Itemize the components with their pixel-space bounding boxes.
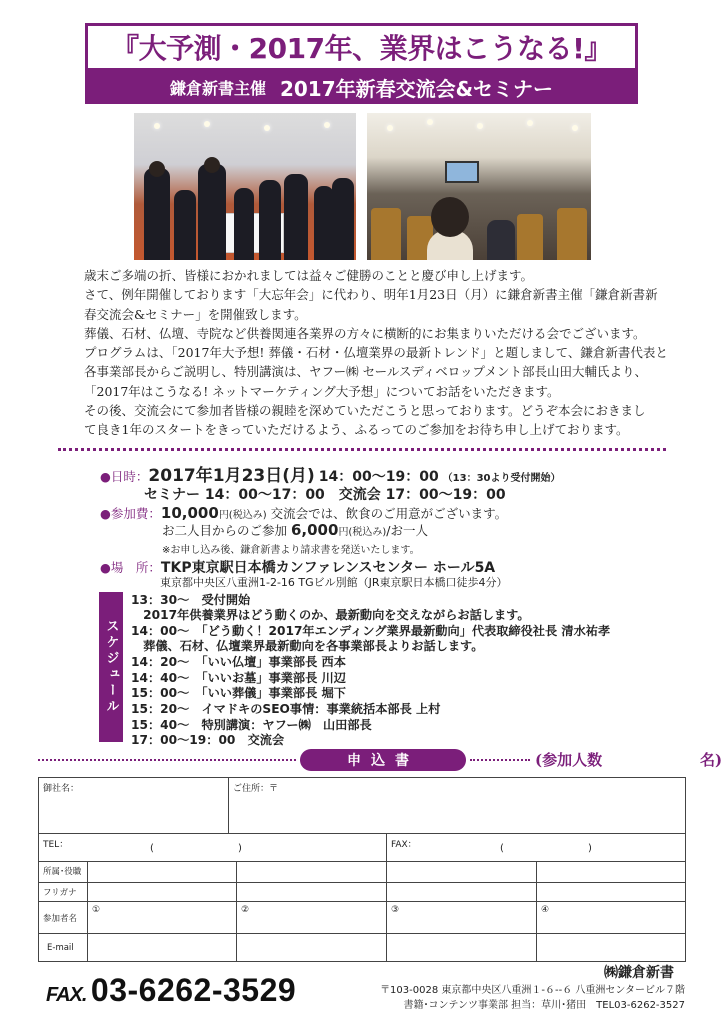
venue-name: TKP東京駅日本橋カンファレンスセンター ホール5A — [160, 560, 496, 576]
email-input-3[interactable] — [386, 933, 537, 962]
intro-line: さて、例年開催しております「大忘年会」に代わり、明年1月23日（月）に鎌倉新書主催「鎌倉新書新 — [84, 287, 658, 303]
furigana-input-2[interactable] — [236, 882, 387, 902]
role-label-cell — [38, 861, 88, 883]
event-date: 2017年1月23日(月) — [148, 466, 315, 486]
photo-seminar — [367, 113, 591, 260]
second-fee-row — [162, 521, 428, 539]
tel-paren-open: ( — [150, 843, 154, 854]
photo-toast — [134, 113, 356, 260]
company-contact: 書籍･コンテンツ事業部 担当：草川･猪田 TEL03-6262-3527 — [403, 1000, 685, 1011]
fee-tax: 円(税込み) — [218, 510, 267, 521]
furigana-input-4[interactable] — [536, 882, 686, 902]
company-label: 御社名： — [43, 784, 80, 794]
title-banner — [85, 23, 638, 71]
email-input-1[interactable] — [87, 933, 237, 962]
tel-field[interactable] — [38, 833, 387, 862]
form-header — [38, 749, 723, 775]
participant-input-1[interactable] — [87, 901, 237, 934]
fax-label: FAX： — [391, 840, 417, 850]
schedule-line: 2017年供養業界はどう動くのか、最新動向を交えながらお話します。 — [131, 608, 530, 622]
participant-input-2[interactable] — [236, 901, 387, 934]
address-label: ご住所：〒 — [233, 784, 279, 794]
reception-note: （13：30より受付開始） — [442, 473, 561, 484]
company-name: ㈱鎌倉新書 — [604, 965, 674, 981]
fax-prefix: FAX. — [46, 984, 87, 1006]
schedule-line: 15：40〜 特別講演：ヤフー㈱ 山田部長 — [131, 718, 372, 732]
email-label-cell — [38, 933, 88, 962]
role-input-4[interactable] — [536, 861, 686, 883]
form-divider-right — [470, 759, 530, 761]
furigana-input-1[interactable] — [87, 882, 237, 902]
subtitle-bar — [85, 71, 638, 104]
schedule-label: スケジュール — [103, 619, 119, 715]
company-field[interactable] — [38, 777, 229, 834]
fee-amount: 10,000 — [160, 504, 219, 522]
intro-line: 歳末ご多端の折、皆様におかれましては益々ご健勝のことと慶び申し上げます。 — [84, 268, 534, 283]
participant-count-label: (参加人数 — [535, 751, 603, 769]
circle-4: ④ — [541, 905, 550, 915]
intro-line: て良き1年のスタートをきっていただけるよう、ふるってのご参加をお待ち申し上げております。 — [84, 422, 629, 438]
invoice-note: ※お申し込み後、鎌倉新書より請求書を発送いたします。 — [162, 545, 420, 556]
circle-3: ③ — [391, 905, 400, 915]
tel-label: TEL： — [43, 840, 69, 850]
intro-line: 「2017年はこうなる! ネットマーケティング大予想」についてお話をいただきます。 — [84, 383, 560, 399]
participant-input-3[interactable] — [386, 901, 537, 934]
intro-text — [84, 266, 668, 440]
fee-row — [100, 504, 507, 522]
schedule-line: 14：20〜 「いい仏壇」事業部長 西本 — [131, 655, 346, 669]
intro-line: 葬儀、石材、仏壇、寺院など供養関連各業界の方々に横断的にお集まりいただける会でございます。 — [84, 325, 646, 341]
furigana-label-cell — [38, 882, 88, 902]
schedule-line: 14：00〜 「どう動く！2017年エンディング業界最新動向」代表取締役社長 清水祐孝 — [131, 624, 611, 638]
divider — [58, 448, 666, 451]
furigana-label: フリガナ — [43, 888, 77, 898]
role-input-2[interactable] — [236, 861, 387, 883]
venue-label: ●場 所： — [100, 560, 161, 575]
intro-line: 各事業部長からご説明し、特別講演は、ヤフー㈱ セールスディベロップメント部長山田大輔氏より、 — [84, 364, 647, 380]
company-address-block — [373, 983, 685, 1013]
schedule-line: 15：00〜 「いい葬儀」事業部長 堀下 — [131, 686, 346, 700]
participant-input-4[interactable] — [536, 901, 686, 934]
event-host: 鎌倉新書主催 — [169, 79, 266, 98]
circle-1: ① — [92, 905, 101, 915]
event-time: 14：00〜19：00 — [318, 469, 439, 485]
form-divider-left — [38, 759, 296, 761]
fax-contact — [46, 972, 296, 1009]
event-name: 2017年新春交流会&セミナー — [279, 77, 554, 101]
schedule-label-bar — [99, 592, 123, 742]
schedule-line: 14：40〜 「いいお墓」事業部長 川辺 — [131, 671, 346, 685]
schedule-line: 17：00〜19：00 交流会 — [131, 733, 285, 747]
email-input-4[interactable] — [536, 933, 686, 962]
seminar-time: セミナー 14：00〜17：00 交流会 17：00〜19：00 — [144, 487, 506, 503]
tel-paren-close: ) — [238, 843, 242, 854]
page-title: 『大予測・2017年、業界はこうなる!』 — [111, 32, 612, 65]
venue-address: 東京都中央区八重洲1-2-16 TGビル別館（JR東京駅日本橋口徒歩4分） — [160, 576, 508, 589]
fee-label: ●参加費： — [100, 506, 161, 521]
fax-paren-close: ) — [588, 843, 592, 854]
participant-count-unit: 名) — [700, 751, 723, 769]
role-input-3[interactable] — [386, 861, 537, 883]
fax-number: 03-6262-3529 — [90, 972, 297, 1008]
second-fee-pre: お二人目からのご参加 — [162, 523, 291, 538]
second-fee-tax: 円(税込み) — [338, 527, 387, 538]
fee-note: 交流会では、飲食のご用意がございます。 — [270, 506, 508, 521]
schedule-line: 15：20〜 イマドキのSEO事情：事業統括本部長 上村 — [131, 702, 441, 716]
date-row — [100, 461, 561, 486]
schedule-line: 13：30〜 受付開始 — [131, 593, 251, 607]
form-title: 申込書 — [300, 749, 466, 771]
address-field[interactable] — [228, 777, 686, 834]
intro-line: その後、交流会にて参加者皆様の親睦を深めていただこうと思っております。どうぞ本会におきまし — [84, 403, 646, 419]
participants-label-cell — [38, 901, 88, 934]
intro-line: プログラムは、「2017年大予想! 葬儀・石材・仏壇業界の最新トレンド」と題しまして、鎌倉新書代表と — [84, 345, 668, 361]
role-label: 所属･役職 — [43, 867, 82, 877]
fax-paren-open: ( — [500, 843, 504, 854]
date-label: ●日時： — [100, 469, 149, 484]
intro-line: 春交流会&セミナー」を開催致します。 — [84, 306, 307, 322]
second-fee-amount: 6,000 — [290, 521, 339, 539]
participants-label: 参加者名 — [43, 914, 78, 924]
circle-2: ② — [241, 905, 250, 915]
second-fee-post: /お一人 — [386, 523, 428, 538]
email-input-2[interactable] — [236, 933, 387, 962]
role-input-1[interactable] — [87, 861, 237, 883]
company-address: 〒103-0028 東京都中央区八重洲１-６--６ 八重洲センタービル７階 — [380, 985, 685, 996]
fax-field[interactable] — [386, 833, 686, 862]
furigana-input-3[interactable] — [386, 882, 537, 902]
email-label: E-mail — [47, 943, 74, 953]
schedule-line: 葬儀、石材、仏壇業界最新動向を各事業部長よりお話します。 — [131, 639, 484, 653]
